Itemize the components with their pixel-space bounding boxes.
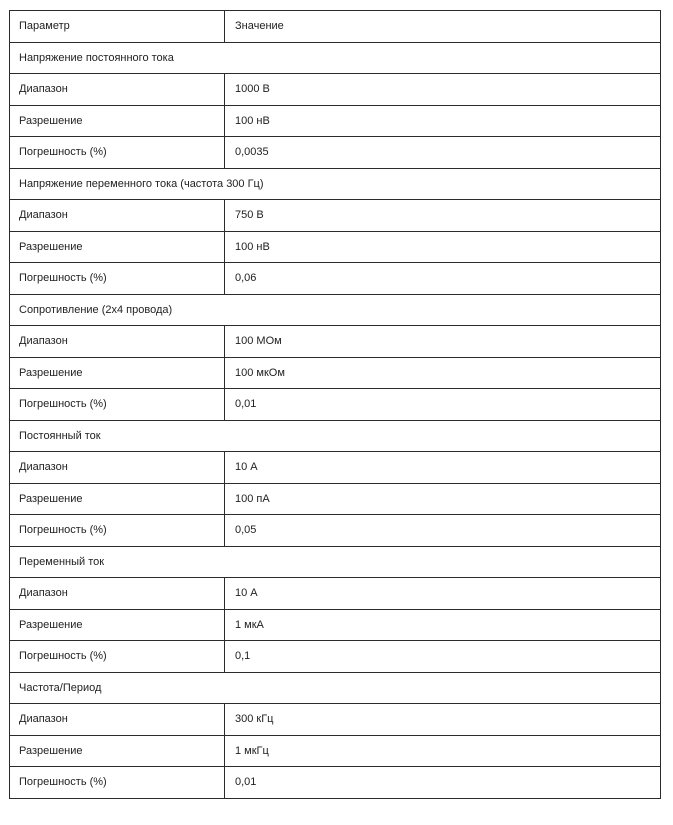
table-row: [10, 137, 661, 169]
table-row: [10, 452, 661, 484]
section-row: [10, 672, 661, 704]
section-title: Сопротивление (2х4 провода): [10, 294, 661, 326]
param-cell: Диапазон: [10, 326, 225, 358]
param-cell: Разрешение: [10, 231, 225, 263]
value-cell: 100 МОм: [225, 326, 661, 358]
table-row: [10, 483, 661, 515]
value-cell: 0,0035: [225, 137, 661, 169]
table-row: [10, 767, 661, 799]
param-cell: Погрешность (%): [10, 515, 225, 547]
param-cell: Диапазон: [10, 578, 225, 610]
param-cell: Разрешение: [10, 735, 225, 767]
table-row: [10, 326, 661, 358]
param-cell: Погрешность (%): [10, 767, 225, 799]
value-cell: 1 мкГц: [225, 735, 661, 767]
param-cell: Разрешение: [10, 483, 225, 515]
spec-table-body: [10, 11, 661, 799]
value-cell: 300 кГц: [225, 704, 661, 736]
value-cell: 0,01: [225, 767, 661, 799]
value-cell: 750 В: [225, 200, 661, 232]
table-row: [10, 578, 661, 610]
header-value: Значение: [225, 11, 661, 43]
value-cell: 10 А: [225, 578, 661, 610]
value-cell: 0,1: [225, 641, 661, 673]
section-row: [10, 42, 661, 74]
param-cell: Погрешность (%): [10, 137, 225, 169]
param-cell: Разрешение: [10, 609, 225, 641]
section-title: Напряжение постоянного тока: [10, 42, 661, 74]
value-cell: 100 мкОм: [225, 357, 661, 389]
section-row: [10, 168, 661, 200]
header-param: Параметр: [10, 11, 225, 43]
section-title: Частота/Период: [10, 672, 661, 704]
param-cell: Погрешность (%): [10, 641, 225, 673]
table-row: [10, 704, 661, 736]
param-cell: Диапазон: [10, 704, 225, 736]
value-cell: 10 А: [225, 452, 661, 484]
section-row: [10, 546, 661, 578]
section-title: Напряжение переменного тока (частота 300 Гц): [10, 168, 661, 200]
section-row: [10, 420, 661, 452]
section-row: [10, 294, 661, 326]
value-cell: 100 нВ: [225, 105, 661, 137]
table-row: [10, 263, 661, 295]
value-cell: 1000 В: [225, 74, 661, 106]
param-cell: Разрешение: [10, 105, 225, 137]
table-row: [10, 389, 661, 421]
value-cell: 0,06: [225, 263, 661, 295]
value-cell: 0,05: [225, 515, 661, 547]
value-cell: 100 пА: [225, 483, 661, 515]
table-row: [10, 200, 661, 232]
value-cell: 1 мкА: [225, 609, 661, 641]
table-row: [10, 105, 661, 137]
table-row: [10, 231, 661, 263]
table-row: [10, 609, 661, 641]
value-cell: 100 нВ: [225, 231, 661, 263]
table-row: [10, 357, 661, 389]
section-title: Переменный ток: [10, 546, 661, 578]
table-header-row: [10, 11, 661, 43]
table-row: [10, 735, 661, 767]
section-title: Постоянный ток: [10, 420, 661, 452]
value-cell: 0,01: [225, 389, 661, 421]
param-cell: Диапазон: [10, 452, 225, 484]
param-cell: Диапазон: [10, 74, 225, 106]
spec-table: [9, 10, 661, 799]
table-row: [10, 515, 661, 547]
param-cell: Погрешность (%): [10, 263, 225, 295]
table-row: [10, 74, 661, 106]
param-cell: Погрешность (%): [10, 389, 225, 421]
table-row: [10, 641, 661, 673]
param-cell: Разрешение: [10, 357, 225, 389]
param-cell: Диапазон: [10, 200, 225, 232]
